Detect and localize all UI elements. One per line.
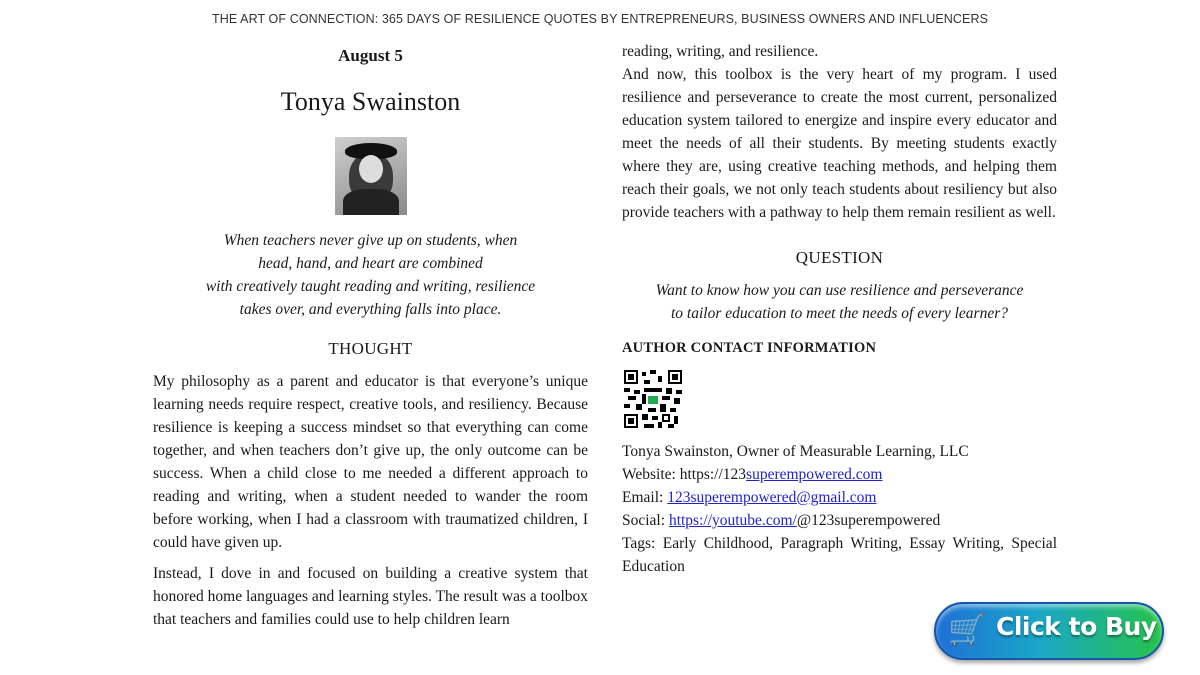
thought-heading: THOUGHT xyxy=(328,339,413,358)
right-column xyxy=(622,40,1057,586)
website-label: Website: https://123 xyxy=(622,466,747,483)
contact-heading: AUTHOR CONTACT INFORMATION xyxy=(622,340,877,356)
question-heading: QUESTION xyxy=(795,248,884,267)
buy-button-label: Click to Buy xyxy=(996,612,1157,641)
owner-line: Tonya Swainston, Owner of Measurable Learning, LLC xyxy=(622,443,969,460)
thought-paragraph: My philosophy as a parent and educator is that everyone’s unique learning needs require respect, creative tools, and resiliency. Because resilience is keeping a success mindset so that everything can come together, and when teachers don’t give up, the only outcome can be success. When a child close to me needed a different approach to reading and writing, when a student needed to wander the room before working, when I had a classroom with traumatized children, I could have given up. xyxy=(153,373,588,551)
social-line xyxy=(622,509,1057,532)
quote-line: with creatively taught reading and writing, resilience xyxy=(205,278,536,295)
featured-quote xyxy=(153,229,588,321)
left-column xyxy=(153,40,588,639)
shopping-cart-icon: 🛒 xyxy=(948,614,986,647)
social-link[interactable]: https://youtube.com/ xyxy=(668,512,797,529)
email-line xyxy=(622,486,1057,509)
entry-date: August 5 xyxy=(338,46,403,65)
thought-paragraph: And now, this toolbox is the very heart of my program. I used resilience and perseverance to create the most current, personalized education system tailored to energize and inspire every educator and meet the needs of all their students. By meeting students exactly where they are, using creative teaching methods, and helping them reach their goals, we not only teach students about resiliency but also provide teachers with a pathway to help them remain resilient as well. xyxy=(622,66,1057,221)
question-text xyxy=(622,279,1057,325)
author-name: Tonya Swainston xyxy=(280,87,461,116)
question-line: Want to know how you can use resilience and perseverance xyxy=(655,282,1024,299)
author-photo xyxy=(335,137,407,215)
quote-line: head, hand, and heart are combined xyxy=(258,255,483,272)
email-label: Email: xyxy=(622,489,668,506)
qr-code-icon xyxy=(624,370,682,428)
running-header: THE ART OF CONNECTION: 365 DAYS OF RESILIENCE QUOTES BY ENTREPRENEURS, BUSINESS OWNERS AND INFLUENCERS xyxy=(211,12,989,26)
question-line: to tailor education to meet the needs of every learner? xyxy=(670,305,1009,322)
email-link[interactable]: 123superempowered@gmail.com xyxy=(667,489,877,506)
quote-line: takes over, and everything falls into place. xyxy=(239,301,502,318)
thought-paragraph: Instead, I dove in and focused on building a creative system that honored home languages and learning styles. The result was a toolbox that teachers and families could use to help children learn xyxy=(153,565,588,628)
website-link[interactable]: superempowered.com xyxy=(746,466,883,483)
social-handle: @123superempowered xyxy=(796,512,941,529)
continuation-text: reading, writing, and resilience. xyxy=(622,43,819,60)
tags-line: Tags: Early Childhood, Paragraph Writing, Essay Writing, Special Education xyxy=(622,535,1057,575)
click-to-buy-button[interactable] xyxy=(934,602,1164,660)
quote-line: When teachers never give up on students, when xyxy=(223,232,518,249)
social-label: Social: xyxy=(622,512,669,529)
website-line xyxy=(622,463,1057,486)
